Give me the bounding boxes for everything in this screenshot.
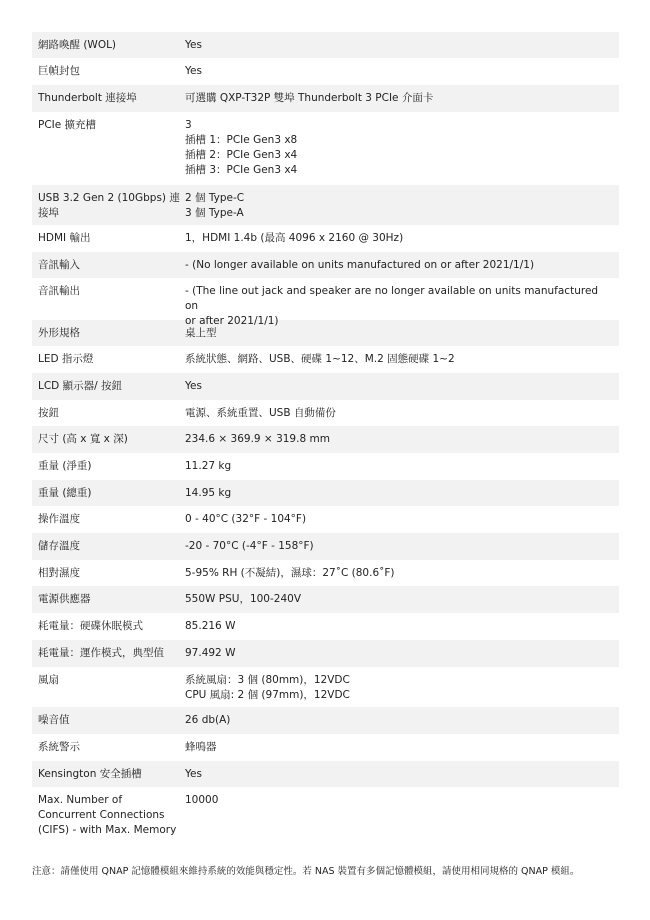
spec-label: Thunderbolt 連接埠 [38, 92, 137, 104]
spec-value: 蜂鳴器 [185, 741, 217, 753]
spec-label: Max. Number of Concurrent Connections (CIFS) - with Max. Memory [38, 794, 177, 836]
spec-row [32, 400, 619, 426]
spec-row [32, 506, 619, 533]
spec-row [32, 613, 619, 640]
spec-label: LED 指示燈 [38, 353, 94, 365]
spec-value: - (No longer available on units manufactured on or after 2021/1/1) [185, 259, 535, 271]
spec-label: 按鈕 [38, 407, 59, 419]
spec-value: 電源、系統重置、USB 自動備份 [185, 407, 336, 419]
spec-value: 系統風扇：3 個 (80mm)，12VDC CPU 風扇: 2 個 (97mm)，12VDC [185, 674, 350, 701]
spec-value: 85.216 W [185, 620, 236, 632]
spec-value: 234.6 × 369.9 × 319.8 mm [185, 433, 330, 445]
spec-value: 1，HDMI 1.4b (最高 4096 x 2160 @ 30Hz) [185, 232, 404, 244]
spec-label: LCD 顯示器/ 按鈕 [38, 380, 122, 392]
spec-row [32, 787, 619, 841]
spec-row [32, 278, 619, 327]
spec-label: HDMI 輸出 [38, 232, 91, 244]
spec-label: 巨幀封包 [38, 65, 80, 77]
spec-value: 系統狀態、網路、USB、硬碟 1~12、M.2 固態硬碟 1~2 [185, 353, 455, 365]
spec-label: 重量 (淨重) [38, 460, 92, 472]
spec-label: USB 3.2 Gen 2 (10Gbps) 連 接埠 [38, 192, 180, 219]
spec-value: 2 個 Type-C 3 個 Type-A [185, 192, 245, 219]
spec-value: 10000 [185, 794, 219, 806]
spec-table [32, 32, 619, 841]
spec-row [32, 346, 619, 373]
spec-row [32, 225, 619, 252]
spec-label: PCIe 擴充槽 [38, 119, 97, 131]
spec-row [32, 761, 619, 787]
spec-value: Yes [185, 65, 202, 77]
spec-label: 風扇 [38, 674, 59, 686]
spec-label: 操作溫度 [38, 513, 80, 525]
spec-label: 噪音值 [38, 714, 70, 726]
spec-row [32, 480, 619, 506]
spec-value: 26 db(A) [185, 714, 231, 726]
spec-row [32, 58, 619, 85]
spec-row [32, 640, 619, 667]
spec-label: 重量 (總重) [38, 487, 92, 499]
spec-row [32, 734, 619, 761]
spec-label: 音訊輸出 [38, 285, 80, 297]
spec-label: 電源供應器 [38, 593, 91, 605]
spec-label: Kensington 安全插槽 [38, 768, 142, 780]
spec-value: 550W PSU，100-240V [185, 593, 301, 605]
spec-label: 儲存溫度 [38, 540, 80, 552]
spec-value: - (The line out jack and speaker are no longer available on units manufactured on or after 2021/1/1) [185, 285, 599, 327]
spec-row [32, 252, 619, 278]
spec-row [32, 707, 619, 734]
spec-label: 外形規格 [38, 327, 80, 339]
spec-row [32, 560, 619, 586]
spec-row [32, 426, 619, 453]
spec-row [32, 85, 619, 112]
spec-row [32, 32, 619, 58]
spec-row [32, 586, 619, 613]
spec-value: 5-95% RH (不凝結)，濕球：27˚C (80.6˚F) [185, 567, 395, 579]
spec-value: Yes [185, 380, 202, 392]
spec-value: 0 - 40°C (32°F - 104°F) [185, 513, 307, 525]
spec-value: 可選購 QXP-T32P 雙埠 Thunderbolt 3 PCIe 介面卡 [185, 92, 434, 104]
spec-label: 耗電量：硬碟休眠模式 [38, 620, 143, 632]
spec-label: 系統警示 [38, 741, 80, 753]
spec-row [32, 533, 619, 560]
footnote: 注意：請僅使用 QNAP 記憶體模組來維持系統的效能與穩定性。若 NAS 裝置有多個記憶體模組，請使用相同規格的 QNAP 模組。 [32, 866, 580, 877]
spec-row [32, 320, 619, 346]
spec-row [32, 185, 619, 225]
spec-value: 97.492 W [185, 647, 236, 659]
spec-value: 14.95 kg [185, 487, 232, 499]
spec-label: 尺寸 (高 x 寬 x 深) [38, 433, 128, 445]
spec-value: 3 插槽 1：PCIe Gen3 x8 插槽 2：PCIe Gen3 x4 插槽 3：PCIe Gen3 x4 [185, 119, 298, 176]
spec-value: 桌上型 [185, 327, 217, 339]
spec-label: 耗電量：運作模式，典型值 [38, 647, 164, 659]
spec-value: Yes [185, 39, 202, 51]
spec-value: 11.27 kg [185, 460, 232, 472]
spec-label: 音訊輸入 [38, 259, 80, 271]
spec-label: 相對濕度 [38, 567, 80, 579]
spec-value: -20 - 70°C (-4°F - 158°F) [185, 540, 314, 552]
spec-row [32, 112, 619, 185]
spec-row [32, 373, 619, 400]
spec-row [32, 453, 619, 480]
spec-label: 網路喚醒 (WOL) [38, 39, 117, 51]
spec-row [32, 667, 619, 707]
spec-value: Yes [185, 768, 202, 780]
